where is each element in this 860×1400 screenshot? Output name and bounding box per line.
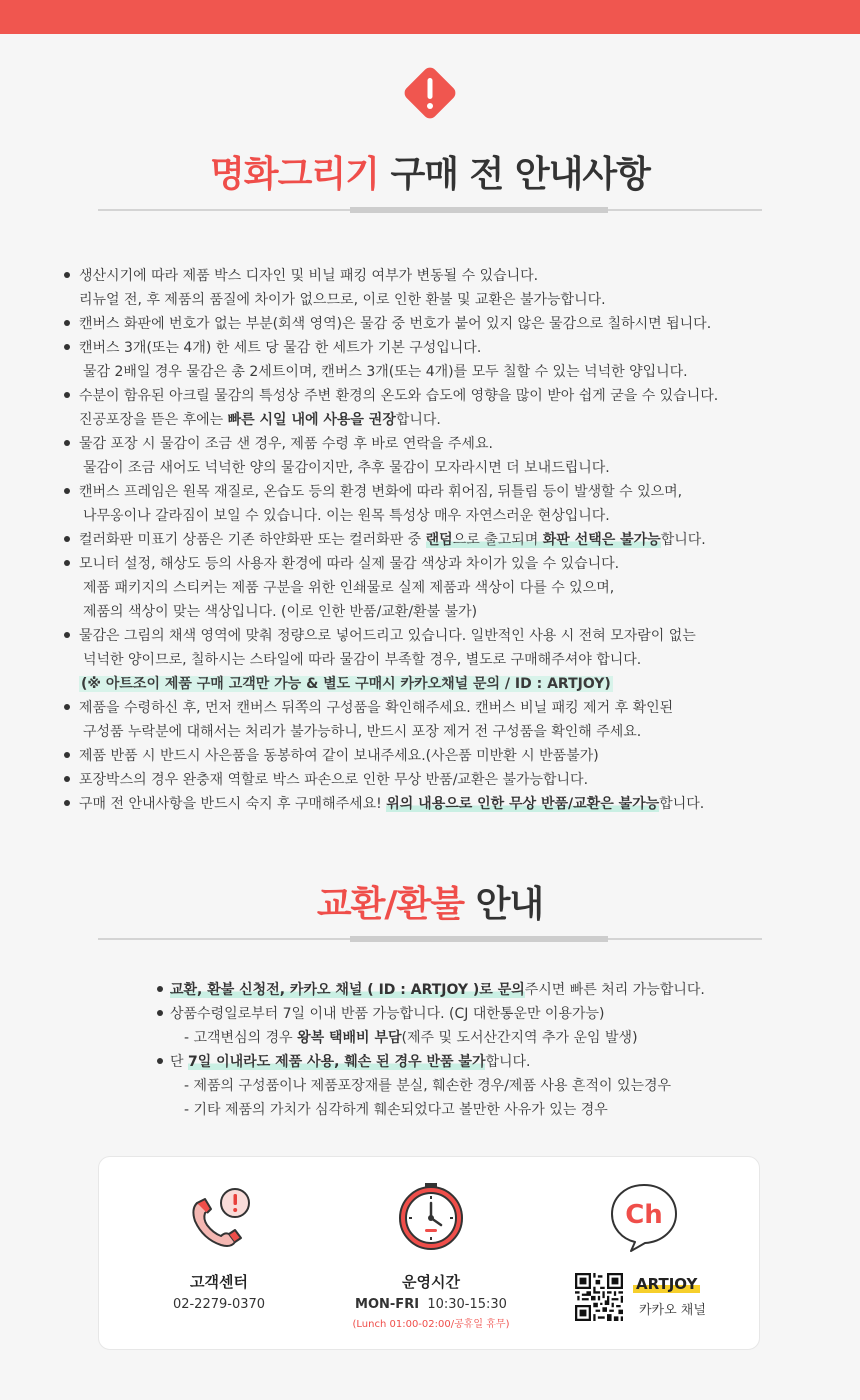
list-item: 물감 포장 시 물감이 조금 샌 경우, 제품 수령 후 바로 연락을 주세요. 물감이 조금 새어도 넉넉한 양의 물감이지만, 추후 물감이 모자라시면 더 보내드립니다. [62,432,842,480]
warning-icon [399,62,461,124]
artjoy-notice-highlight: (※ 아트조이 제품 구매 고객만 가능 & 별도 구매시 카카오채널 문의 / ID : ARTJOY) [81,676,611,692]
list-item: 포장박스의 경우 완충재 역할로 박스 파손으로 인한 무상 반품/교환은 불가능합니다. [62,768,842,792]
operating-hours-label: 운영시간 [402,1273,460,1291]
list-item: 제품 반품 시 반드시 사은품을 동봉하여 같이 보내주세요.(사은품 미반환 시 반품불가) [62,744,842,768]
list-item: 교환, 환불 신청전, 카카오 채널 ( ID : ARTJOY )로 문의주시면 빠른 처리 가능합니다. [156,978,705,1002]
customer-center [109,1157,329,1349]
list-item: 생산시기에 따라 제품 박스 디자인 및 비닐 패킹 여부가 변동될 수 있습니다. 리뉴얼 전, 후 제품의 품질에 차이가 없으므로, 이로 인한 환불 및 교환은 불가능합니다. [62,264,842,312]
notice-list [62,264,842,816]
list-item: 상품수령일로부터 7일 이내 반품 가능합니다. (CJ 대한통운만 이용가능) - 고객변심의 경우 왕복 택배비 부담(제주 및 도서산간지역 추가 운임 발생) [156,1002,705,1050]
clock-icon [395,1181,467,1253]
phone-icon [183,1183,255,1255]
list-item: 캔버스 화판에 번호가 없는 부분(회색 영역)은 물감 중 번호가 붙어 있지 않은 물감으로 칠하시면 됩니다. [62,312,842,336]
title-divider [98,209,762,211]
kakao-channel-icon [609,1181,679,1253]
list-item: 구매 전 안내사항을 반드시 숙지 후 구매해주세요! 위의 내용으로 인한 무상 반품/교환은 불가능합니다. [62,792,842,816]
customer-center-phone: 02-2279-0370 [172,1297,266,1312]
list-item: 수분이 함유된 아크릴 물감의 특성상 주변 환경의 온도와 습도에 영향을 많이 받아 쉽게 굳을 수 있습니다. 진공포장을 뜯은 후에는 빠른 시일 내에 사용을 권장합니다. [62,384,842,432]
notice-title: 명화그리기 구매 전 안내사항 [210,154,650,195]
exchange-divider [98,938,762,940]
list-item: 물감은 그림의 채색 영역에 맞춰 정량으로 넣어드리고 있습니다. 일반적인 사용 시 전혀 모자람이 없는 넉넉한 양이므로, 칠하시는 스타일에 따라 물감이 부족할 경우, 별도로 구매해주셔야 합니다. (※ 아트조이 제품 구매 고객만 가능 & 별도 구매시 카카오채널 문의 / ID : ARTJOY) [62,624,842,696]
list-item: 캔버스 3개(또는 4개) 한 세트 당 물감 한 세트가 기본 구성입니다. 물감 2배일 경우 물감은 총 2세트이며, 캔버스 3개(또는 4개)를 모두 칠할 수 있는 넉넉한 양입니다. [62,336,842,384]
list-item: 제품을 수령하신 후, 먼저 캔버스 뒤쪽의 구성품을 확인해주세요. 캔버스 비닐 패킹 제거 후 확인된 구성품 누락분에 대해서는 처리가 불가능하니, 반드시 포장 제거 전 구성품을 확인해 주세요. [62,696,842,744]
list-item: 캔버스 프레임은 원목 재질로, 온습도 등의 환경 변화에 따라 휘어짐, 뒤틀림 등이 발생할 수 있으며, 나무옹이나 갈라짐이 보일 수 있습니다. 이는 원목 특성상 매우 자연스러운 현상입니다. [62,480,842,528]
exchange-list [156,978,705,1122]
contact-card [98,1156,760,1350]
list-item: 모니터 설정, 해상도 등의 사용자 환경에 따라 실제 물감 색상과 차이가 있을 수 있습니다. 제품 패키지의 스티커는 제품 구분을 위한 인쇄물로 실제 제품과 색상이 다를 수 있으며, 제품의 색상이 맞는 색상입니다. (이로 인한 반품/교환/환불 불가) [62,552,842,624]
kakao-channel-label: 카카오 채널 [639,1303,706,1318]
operating-hours-time: MON-FRI 10:30-15:30 [355,1297,507,1312]
list-item: 단 7일 이내라도 제품 사용, 훼손 된 경우 반품 불가합니다. - 제품의 구성품이나 제품포장재를 분실, 훼손한 경우/제품 사용 흔적이 있는경우 - 기타 제품의 가치가 심각하게 훼손되었다고 볼만한 사유가 있는 경우 [156,1050,705,1122]
kakao-id: ARTJOY [633,1275,700,1293]
lunch-note: (Lunch 01:00-02:00/공휴일 휴무) [352,1319,510,1330]
customer-center-label: 고객센터 [190,1273,248,1291]
svg-text:Ch: Ch [625,1200,663,1230]
exchange-title: 교환/환불 안내 [316,884,544,925]
list-item: 컬러화판 미표기 상품은 기존 하얀화판 또는 컬러화판 중 랜덤으로 출고되며 화판 선택은 불가능합니다. [62,528,842,552]
operating-hours [321,1157,541,1349]
top-accent-bar [0,0,860,34]
qr-code[interactable] [575,1273,623,1321]
kakao-channel [533,1157,753,1349]
